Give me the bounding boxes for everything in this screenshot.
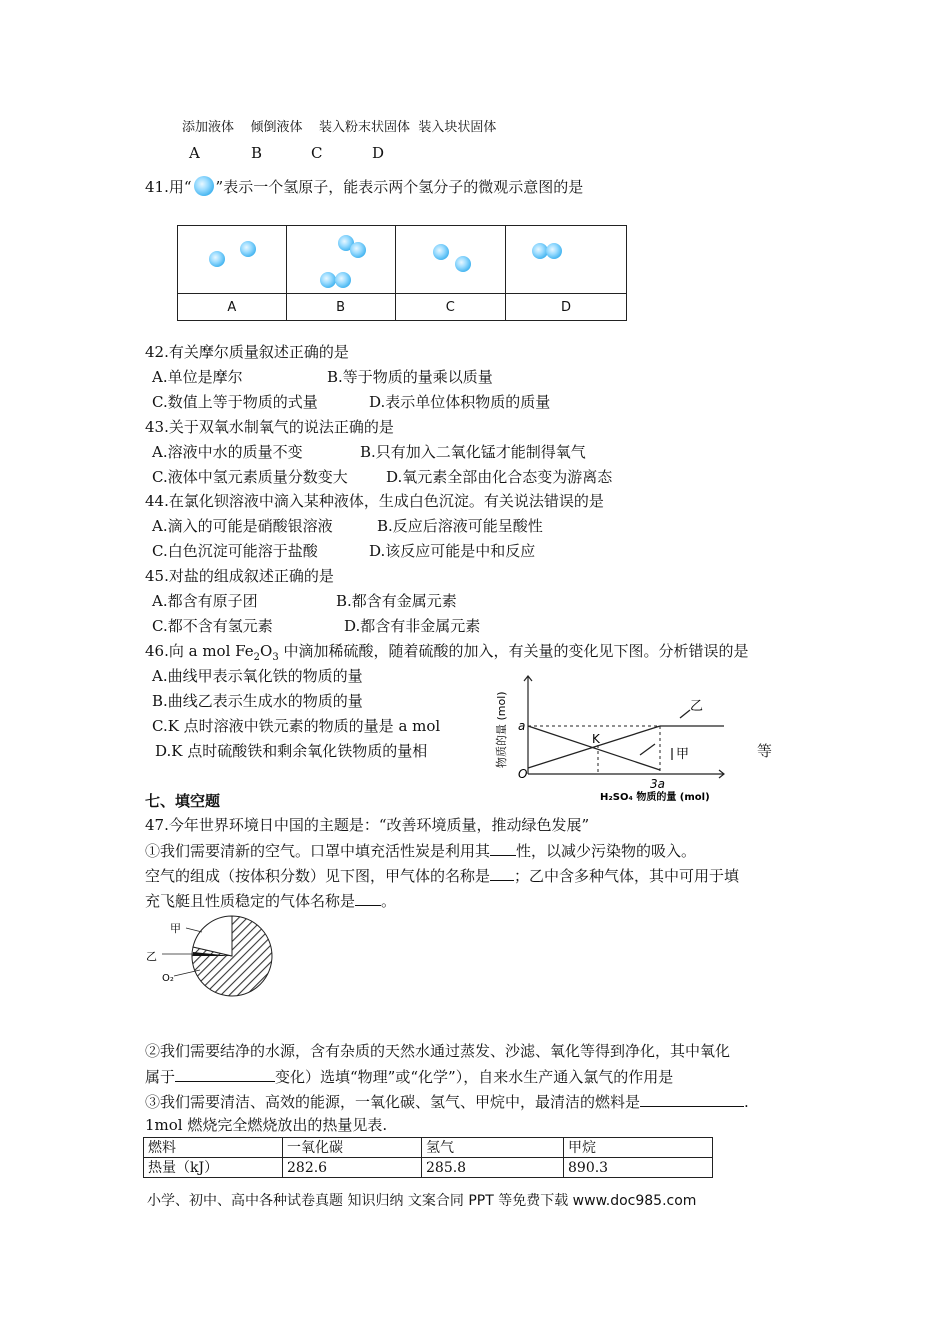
graph-k-label: K: [592, 732, 600, 746]
q43-option-d[interactable]: D.氧元素全部由化合态变为游离态: [386, 468, 613, 486]
q47-blank-airship-gas[interactable]: [355, 891, 381, 906]
q44-option-a[interactable]: A.滴入的可能是硝酸银溶液: [152, 517, 333, 535]
hydrogen-atom-icon: [546, 243, 562, 259]
q43-stem: 43.关于双氧水制氧气的说法正确的是: [145, 418, 394, 436]
q46-option-d-tail: 等: [757, 742, 773, 760]
hydrogen-atom-icon: [455, 256, 471, 272]
graph-jia-label: 甲: [676, 747, 690, 762]
q47-blank-jia-gas[interactable]: [490, 866, 514, 881]
q43-option-c[interactable]: C.液体中氢元素质量分数变大: [152, 468, 348, 486]
jia-pointer: [186, 928, 202, 932]
tool-letter-c: C: [311, 144, 323, 162]
hydrogen-atom-icon: [240, 241, 256, 257]
q42-option-c[interactable]: C.数值上等于物质的式量: [152, 393, 318, 411]
q41-option-b-diagram[interactable]: [286, 226, 395, 294]
q46-option-b[interactable]: B.曲线乙表示生成水的物质的量: [152, 692, 363, 710]
heat-header-co: 一氧化碳: [283, 1138, 422, 1158]
pie-label-yi: 乙: [146, 950, 157, 963]
q41-label-d: D: [506, 294, 627, 321]
heat-header-fuel: 燃料: [144, 1138, 283, 1158]
page-footer: 小学、初中、高中各种试卷真题 知识归纳 文案合同 PPT 等免费下载 www.doc985.com: [147, 1193, 697, 1209]
hydrogen-atom-icon: [433, 244, 449, 260]
q47-part2-line: ②我们需要结净的水源，含有杂质的天然水通过蒸发、沙滤、氧化等得到净化，其中氧化: [145, 1042, 731, 1060]
pie-label-jia: 甲: [170, 922, 181, 935]
q47-part1-line: ①我们需要清新的空气。口罩中填充活性炭是利用其 性，以减少污染物的吸入。: [145, 842, 697, 860]
tool-labels-row: 添加液体 倾倒液体 装入粉末状固体 装入块状固体: [182, 120, 497, 135]
q42-option-b[interactable]: B.等于物质的量乘以质量: [327, 368, 493, 386]
heat-value-co: 282.6: [283, 1158, 422, 1178]
pie-label-o2: O₂: [162, 973, 174, 984]
section-7-title: 七、填空题: [145, 792, 221, 810]
q41-label-b: B: [286, 294, 395, 321]
q41-label-a: A: [178, 294, 287, 321]
hydrogen-atom-icon: [320, 272, 336, 288]
q46-option-c[interactable]: C.K 点时溶液中铁元素的物质的量是 a mol: [152, 717, 441, 735]
hydrogen-atom-icon: [335, 272, 351, 288]
q45-option-c[interactable]: C.都不含有氢元素: [152, 617, 273, 635]
hydrogen-atom-icon: [350, 242, 366, 258]
q45-option-a[interactable]: A.都含有原子团: [152, 592, 258, 610]
tool-letter-b: B: [251, 144, 263, 162]
graph-a-tick: a: [518, 719, 526, 733]
hydrogen-atom-icon: [209, 251, 225, 267]
q46-stem: 46.向 a mol $Fe_2O_3$ 中滴加稀硫酸，随着硫酸的加入，有关量的变化见下图。分析错误的是: [145, 642, 749, 663]
q47-blank-cleanest-fuel[interactable]: [640, 1092, 744, 1107]
q47-airship-line: 充飞艇且性质稳定的气体名称是 。: [145, 892, 397, 910]
heat-value-ch4: 890.3: [564, 1158, 713, 1178]
q42-option-a[interactable]: A.单位是摩尔: [152, 368, 243, 386]
q47-blank-change-type[interactable]: [175, 1067, 275, 1082]
graph-3a-tick: 3a: [650, 777, 665, 791]
tool-letter-a: A: [189, 144, 200, 162]
q45-option-d[interactable]: D.都含有非金属元素: [344, 617, 481, 635]
jia-pointer: [640, 744, 655, 755]
q42-stem: 42.有关摩尔质量叙述正确的是: [145, 343, 349, 361]
q41-stem: 41.用“ ”表示一个氢原子，能表示两个氢分子的微观示意图的是: [145, 178, 584, 196]
heat-table: [143, 1137, 713, 1178]
hydrogen-atom-icon: [194, 176, 214, 196]
q43-option-a[interactable]: A.溶液中水的质量不变: [152, 443, 303, 461]
graph-x-label: H₂SO₄ 物质的量 (mol): [600, 792, 710, 803]
q41-option-a-diagram[interactable]: [178, 226, 287, 294]
q44-option-d[interactable]: D.该反应可能是中和反应: [369, 542, 536, 560]
q46-graph: [492, 668, 732, 808]
heat-header-h2: 氢气: [422, 1138, 564, 1158]
q47-air-line: 空气的组成（按体积分数）见下图，甲气体的名称是 ；乙中含多种气体，其中可用于填: [145, 867, 740, 885]
q46-option-a[interactable]: A.曲线甲表示氧化铁的物质的量: [152, 667, 363, 685]
graph-origin-label: O: [518, 767, 528, 781]
q47-blank-activated-carbon[interactable]: [490, 841, 516, 856]
q47-table-caption: 1mol 燃烧完全燃烧放出的热量见表.: [145, 1116, 388, 1134]
q47-intro: 47.今年世界环境日中国的主题是：“改善环境质量，推动绿色发展”: [145, 816, 590, 834]
q42-option-d[interactable]: D.表示单位体积物质的质量: [369, 393, 551, 411]
graph-y-label: 物质的量 (mol): [495, 691, 508, 768]
q47-part2-line2: 属于 变化）选填“物理”或“化学”），自来水生产通入氯气的作用是: [145, 1068, 674, 1086]
q41-label-c: C: [395, 294, 506, 321]
q44-option-c[interactable]: C.白色沉淀可能溶于盐酸: [152, 542, 318, 560]
graph-yi-label: 乙: [690, 699, 704, 714]
q44-option-b[interactable]: B.反应后溶液可能呈酸性: [377, 517, 543, 535]
air-composition-pie: [140, 914, 280, 998]
heat-row-label: 热量（kJ）: [144, 1158, 283, 1178]
q45-option-b[interactable]: B.都含有金属元素: [336, 592, 457, 610]
q46-option-d[interactable]: D.K 点时硫酸铁和剩余氧化铁物质的量相: [155, 742, 428, 760]
tool-letter-d: D: [372, 144, 385, 162]
q41-option-d-diagram[interactable]: [506, 226, 627, 294]
q44-stem: 44.在氯化钡溶液中滴入某种液体，生成白色沉淀。有关说法错误的是: [145, 492, 604, 510]
yi-pointer: [680, 710, 690, 718]
q43-option-b[interactable]: B.只有加入二氧化锰才能制得氧气: [360, 443, 586, 461]
q47-part3-line: ③我们需要清洁、高效的能源，一氧化碳、氢气、甲烷中，最清洁的燃料是 .: [145, 1093, 749, 1111]
heat-value-h2: 285.8: [422, 1158, 564, 1178]
q41-option-c-diagram[interactable]: [395, 226, 506, 294]
q41-options-table: [177, 225, 627, 321]
q45-stem: 45.对盐的组成叙述正确的是: [145, 567, 334, 585]
heat-header-ch4: 甲烷: [564, 1138, 713, 1158]
